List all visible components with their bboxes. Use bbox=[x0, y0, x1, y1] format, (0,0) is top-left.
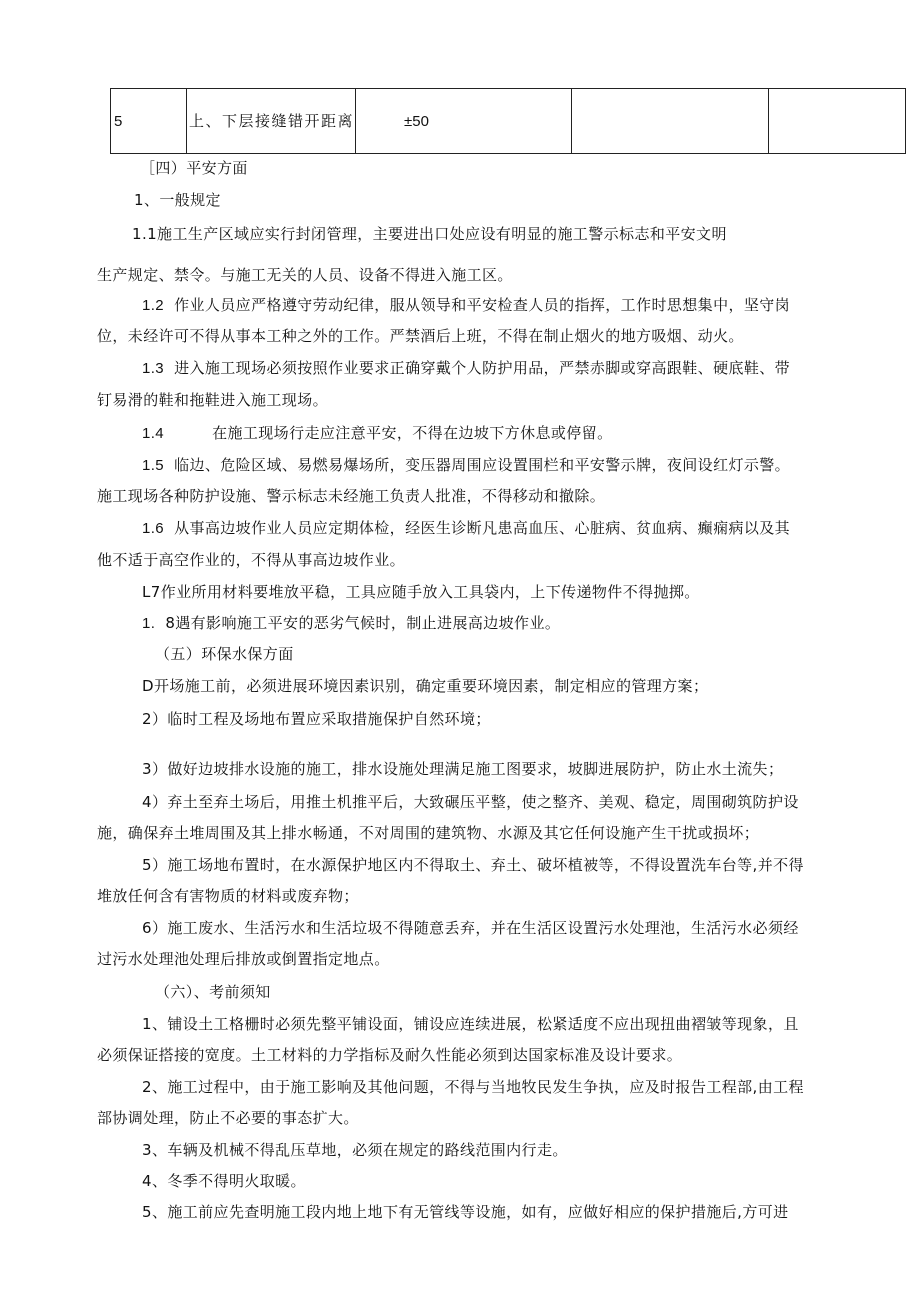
env-item-6-line2: 过污水处理池处理后排放或倒置指定地点。 bbox=[97, 950, 390, 968]
row-empty-cell-5 bbox=[769, 89, 906, 154]
env-item-4-line1: 4）弃土至弃土场后，用推土机推平后，大致碾压平整，使之整齐、美观、稳定，周围砌筑防护设 bbox=[142, 793, 799, 811]
para-1-6-line2: 他不适于高空作业的，不得从事高边坡作业。 bbox=[97, 551, 406, 569]
env-item-4-line2: 施，确保弃土堆周围及其上排水畅通，不对周围的建筑物、水源及其它任何设施产生干扰或损坏； bbox=[97, 824, 760, 842]
note-5: 5、施工前应先查明施工段内地上地下有无管线等设施，如有，应做好相应的保护措施后,方可进 bbox=[142, 1203, 789, 1221]
para-1-8-text: 8遇有影响施工平安的恶劣气候时，制止进展高边坡作业。 bbox=[165, 614, 561, 632]
section4-sub1: 1、一般规定 bbox=[134, 191, 221, 209]
para-1-3-text: 进入施工现场必须按照作业要求正确穿戴个人防护用品，严禁赤脚或穿高跟鞋、硬底鞋、带 bbox=[174, 359, 791, 377]
para-1-3-line1 bbox=[142, 358, 790, 379]
para-1-8-number: 1. bbox=[142, 615, 156, 632]
note-3: 3、车辆及机械不得乱压草地，必须在规定的路线范围内行走。 bbox=[142, 1141, 568, 1159]
spec-table bbox=[110, 88, 906, 154]
table-row bbox=[111, 89, 906, 154]
para-1-1-line2: 生产规定、禁令。与施工无关的人员、设备不得进入施工区。 bbox=[97, 266, 513, 284]
env-item-1: D开场施工前，必须进展环境因素识别，确定重要环境因素，制定相应的管理方案； bbox=[142, 677, 709, 695]
para-1-8 bbox=[142, 613, 560, 634]
para-1-4-number: 1.4 bbox=[142, 425, 165, 442]
para-1-2-line1 bbox=[142, 295, 790, 316]
note-4: 4、冬季不得明火取暖。 bbox=[142, 1172, 306, 1190]
para-1-7: L7作业所用材料要堆放平稳，工具应随手放入工具袋内，上下传递物件不得抛掷。 bbox=[142, 583, 700, 601]
spec-table-wrapper bbox=[110, 88, 851, 154]
para-1-2-line2: 位，未经许可不得从事本工种之外的工作。严禁酒后上班，不得在制止烟火的地方吸烟、动火。 bbox=[97, 327, 744, 345]
row-tolerance: ±50 bbox=[356, 89, 572, 154]
note-1-line2: 必须保证搭接的宽度。土工材料的力学指标及耐久性能必须到达国家标准及设计要求。 bbox=[97, 1046, 683, 1064]
env-item-3: 3）做好边坡排水设施的施工，排水设施处理满足施工图要求，坡脚进展防护，防止水土流失； bbox=[142, 760, 784, 778]
para-1-6-text: 从事高边坡作业人员应定期体检，经医生诊断凡患高血压、心脏病、贫血病、癫痫病以及其 bbox=[174, 519, 791, 537]
para-1-4-text: 在施工现场行走应注意平安，不得在边坡下方休息或停留。 bbox=[212, 424, 613, 442]
note-2-line1: 2、施工过程中，由于施工影响及其他问题，不得与当地牧民发生争执，应及时报告工程部,由工程 bbox=[142, 1078, 804, 1096]
para-1-5-line2: 施工现场各种防护设施、警示标志未经施工负责人批准，不得移动和撤除。 bbox=[97, 487, 606, 505]
row-empty-cell-4 bbox=[572, 89, 769, 154]
para-1-5-number: 1.5 bbox=[142, 457, 165, 474]
para-1-5-text: 临边、危险区域、易燃易爆场所，变压器周围应设置围栏和平安警示牌，夜间设红灯示警。 bbox=[174, 456, 791, 474]
para-1-2-text: 作业人员应严格遵守劳动纪律，服从领导和平安检查人员的指挥，工作时思想集中，坚守岗 bbox=[174, 296, 791, 314]
para-1-1-line1: 1.1施工生产区域应实行封闭管理，主要进出口处应设有明显的施工警示标志和平安文明 bbox=[132, 225, 727, 243]
para-1-2-number: 1.2 bbox=[142, 297, 165, 314]
env-item-5-line1: 5）施工场地布置时，在水源保护地区内不得取土、弃土、破坏植被等，不得设置洗车台等,并不得 bbox=[142, 856, 804, 874]
para-1-3-number: 1.3 bbox=[142, 360, 165, 377]
para-1-5-line1 bbox=[142, 455, 790, 476]
env-item-2: 2）临时工程及场地布置应采取措施保护自然环境； bbox=[142, 710, 491, 728]
para-1-3-line2: 钉易滑的鞋和拖鞋进入施工现场。 bbox=[97, 391, 329, 409]
para-1-6-line1 bbox=[142, 518, 790, 539]
env-item-5-line2: 堆放任何含有害物质的材料或废弃物； bbox=[97, 887, 359, 905]
note-2-line2: 部协调处理，防止不必要的事态扩大。 bbox=[97, 1109, 359, 1127]
para-1-6-number: 1.6 bbox=[142, 520, 165, 537]
para-1-4-line1 bbox=[142, 423, 612, 444]
row-number: 5 bbox=[111, 89, 187, 154]
section5-title: （五）环保水保方面 bbox=[155, 645, 294, 663]
section6-title: （六）、考前须知 bbox=[155, 983, 271, 1001]
section4-title: ［四）平安方面 bbox=[140, 159, 248, 177]
note-1-line1: 1、铺设土工格栅时必须先整平铺设面，铺设应连续进展，松紧适度不应出现扭曲褶皱等现象，且 bbox=[142, 1015, 799, 1033]
env-item-6-line1: 6）施工废水、生活污水和生活垃圾不得随意丢弃，并在生活区设置污水处理池，生活污水必须经 bbox=[142, 919, 799, 937]
row-item: 上、下层接缝错开距离 bbox=[187, 89, 356, 154]
